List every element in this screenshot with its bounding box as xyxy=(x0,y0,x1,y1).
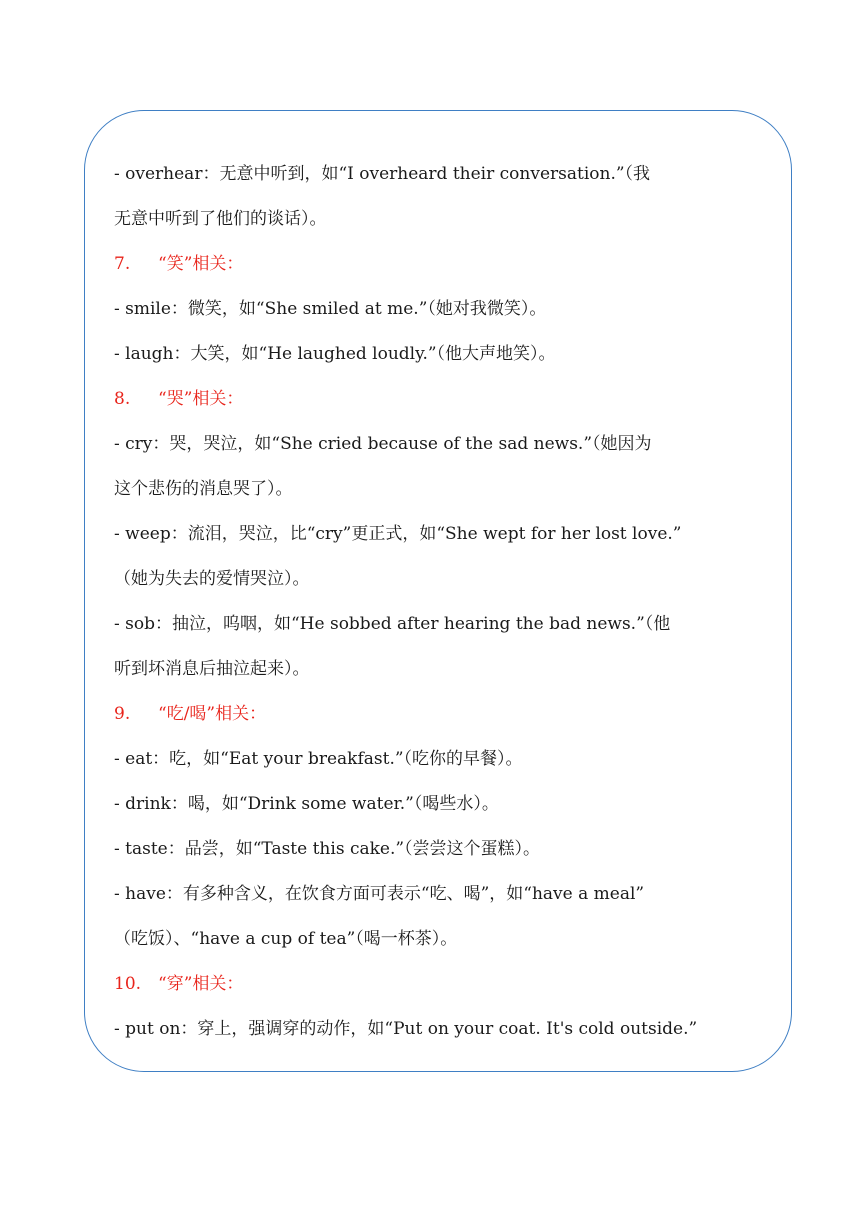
document-body xyxy=(114,152,759,1052)
section-heading xyxy=(114,962,759,1007)
text-line: - put on：穿上，强调穿的动作，如“Put on your coat. It's cold outside.” xyxy=(114,1019,698,1039)
section-number: 10. xyxy=(114,974,142,994)
text-line: - smile：微笑，如“She smiled at me.”（她对我微笑）。 xyxy=(114,299,547,319)
text-line: - weep：流泪，哭泣，比“cry”更正式，如“She wept for her lost love.” xyxy=(114,524,682,544)
text-line: - eat：吃，如“Eat your breakfast.”（吃你的早餐）。 xyxy=(114,749,523,769)
text-line: - have：有多种含义，在饮食方面可表示“吃、喝”，如“have a meal” xyxy=(114,884,645,904)
text-line: - sob：抽泣，呜咽，如“He sobbed after hearing the bad news.”（他 xyxy=(114,614,671,634)
section-title: “穿”相关： xyxy=(158,974,244,994)
section-heading xyxy=(114,377,759,422)
section-heading xyxy=(114,692,759,737)
text-line: - laugh：大笑，如“He laughed loudly.”（他大声地笑）。 xyxy=(114,344,556,364)
section-title: “哭”相关： xyxy=(158,389,244,409)
text-line: （吃饭）、“have a cup of tea”（喝一杯茶）。 xyxy=(114,929,458,949)
text-line: - taste：品尝，如“Taste this cake.”（尝尝这个蛋糕）。 xyxy=(114,839,541,859)
section-number: 8. xyxy=(114,389,131,409)
text-line: （她为失去的爱情哭泣）。 xyxy=(114,569,310,589)
text-line: - cry：哭，哭泣，如“She cried because of the sad news.”（她因为 xyxy=(114,434,652,454)
text-line: 这个悲伤的消息哭了）。 xyxy=(114,479,293,499)
section-title: “笑”相关： xyxy=(158,254,244,274)
text-line: - drink：喝，如“Drink some water.”（喝些水）。 xyxy=(114,794,499,814)
section-number: 9. xyxy=(114,704,131,724)
text-line: 无意中听到了他们的谈话）。 xyxy=(114,209,327,229)
section-title: “吃/喝”相关： xyxy=(158,704,267,724)
section-heading xyxy=(114,242,759,287)
section-number: 7. xyxy=(114,254,131,274)
text-line: - overhear：无意中听到，如“I overheard their conversation.”（我 xyxy=(114,164,651,184)
text-line: 听到坏消息后抽泣起来）。 xyxy=(114,659,310,679)
